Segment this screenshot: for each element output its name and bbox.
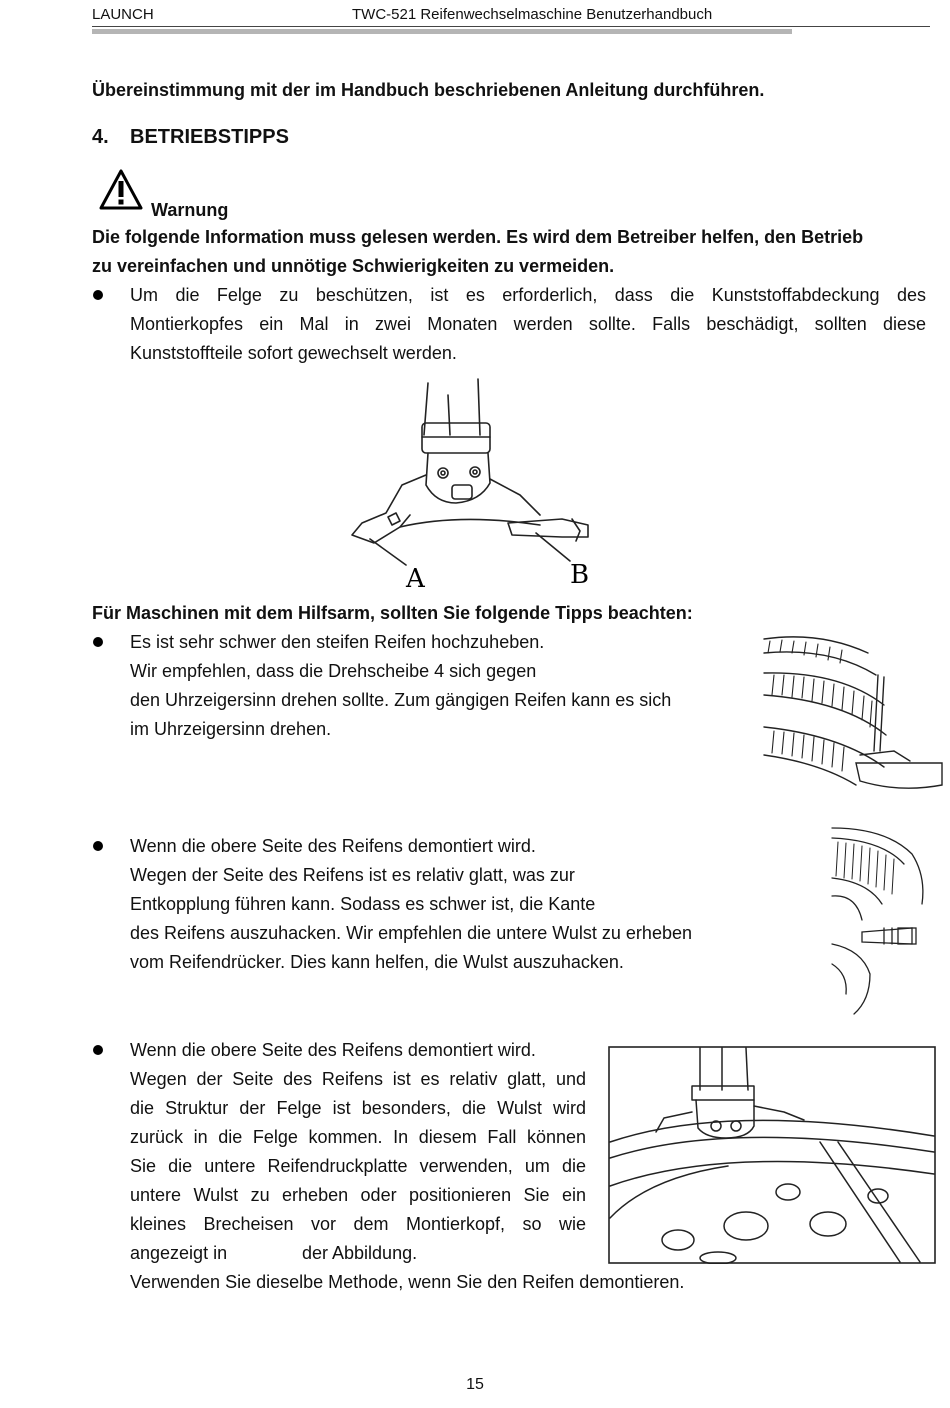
mounting-head-figure: [340, 375, 610, 595]
bullet4-line8a: angezeigt in: [130, 1243, 228, 1263]
figure1-label-b: B: [570, 560, 590, 590]
bullet4-line1: Wenn die obere Seite des Reifens demontiert wird.: [130, 1040, 536, 1060]
section-number: 4.: [92, 126, 109, 148]
header-divider: [92, 26, 930, 27]
figure1-label-a: A: [406, 564, 425, 594]
bullet2-line3: den Uhrzeigersinn drehen sollte. Zum gängigen Reifen kann es sich: [130, 690, 672, 710]
page-number: 15: [466, 1376, 484, 1393]
bullet4-line6: untere Wulst zu erheben oder positionieren Sie ein: [130, 1185, 586, 1205]
warning-text-line2: zu vereinfachen und unnötige Schwierigkeiten zu vermeiden.: [92, 256, 615, 276]
bullet2-line1: Es ist sehr schwer den steifen Reifen hochzuheben.: [130, 632, 545, 652]
header-divider-shadow: [92, 29, 792, 34]
tyre-helper-arm-figure: [760, 635, 946, 795]
bullet3-line3: Entkopplung führen kann. Sodass es schwer ist, die Kante: [130, 894, 596, 914]
warning-text-line1: Die folgende Information muss gelesen werden. Es wird dem Betreiber helfen, den Betrieb: [92, 227, 864, 247]
bullet1-line3: Kunststoffteile sofort gewechselt werden.: [130, 343, 457, 363]
warning-triangle-icon: [98, 168, 144, 212]
bullet-marker: [93, 841, 103, 851]
bullet2-line2: Wir empfehlen, dass die Drehscheibe 4 sich gegen: [130, 661, 537, 681]
bullet4-line9: Verwenden Sie dieselbe Methode, wenn Sie den Reifen demontieren.: [130, 1272, 685, 1292]
bullet4-line2: Wegen der Seite des Reifens ist es relativ glatt, und: [130, 1069, 586, 1089]
header-brand: LAUNCH: [92, 6, 154, 23]
bullet3-line4: des Reifens auszuhacken. Wir empfehlen die untere Wulst zu erheben: [130, 923, 692, 943]
bullet-marker: [93, 290, 103, 300]
intro-line: Übereinstimmung mit der im Handbuch beschriebenen Anleitung durchführen.: [92, 80, 765, 100]
bullet4-line5: Sie die untere Reifendruckplatte verwenden, um die: [130, 1156, 586, 1176]
warning-label: Warnung: [151, 200, 229, 220]
bullet4-line7: kleines Brecheisen vor dem Montierkopf, so wie: [130, 1214, 586, 1234]
section-title: BETRIEBSTIPPS: [130, 126, 289, 148]
mounting-head-rim-figure: [608, 1046, 936, 1264]
bullet3-line5: vom Reifendrücker. Dies kann helfen, die Wulst auszuhacken.: [130, 952, 624, 972]
bullet2-line4: im Uhrzeigersinn drehen.: [130, 719, 332, 739]
bullet4-line3: die Struktur der Felge ist besonders, die Wulst wird: [130, 1098, 586, 1118]
hilfsarm-heading: Für Maschinen mit dem Hilfsarm, sollten Sie folgende Tipps beachten:: [92, 603, 693, 623]
bullet1-line2: Montierkopfes ein Mal in zwei Monaten werden sollte. Falls beschädigt, sollten diese: [130, 314, 926, 334]
bullet4-line8b: der Abbildung.: [302, 1243, 418, 1263]
tyre-pusher-figure: [826, 824, 946, 1020]
bullet1-line1: Um die Felge zu beschützen, ist es erforderlich, dass die Kunststoffabdeckung des: [130, 285, 926, 305]
bullet4-line4: zurück in die Felge kommen. In diesem Fall können: [130, 1127, 586, 1147]
header-title: TWC-521 Reifenwechselmaschine Benutzerhandbuch: [352, 6, 713, 23]
bullet-marker: [93, 637, 103, 647]
bullet-marker: [93, 1045, 103, 1055]
bullet3-line1: Wenn die obere Seite des Reifens demontiert wird.: [130, 836, 536, 856]
bullet3-line2: Wegen der Seite des Reifens ist es relativ glatt, was zur: [130, 865, 575, 885]
